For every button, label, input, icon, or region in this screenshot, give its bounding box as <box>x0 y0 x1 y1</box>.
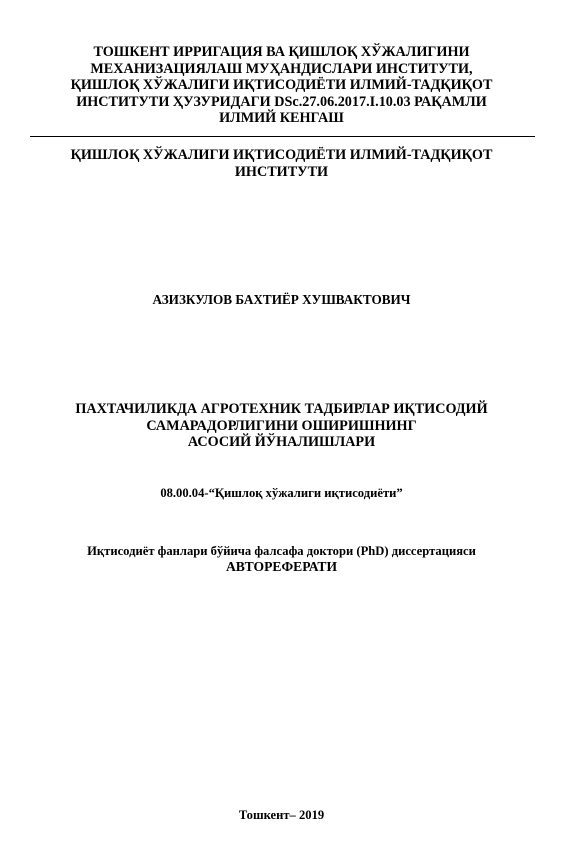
degree-statement <box>30 544 533 574</box>
author-name <box>30 292 533 308</box>
council-header-line: МЕХАНИЗАЦИЯЛАШ МУҲАНДИСЛАРИ ИНСТИТУТИ, <box>90 60 473 77</box>
specialty-code <box>30 485 533 501</box>
specialty-code-text: 08.00.04-“Қишлоқ хўжалиги иқтисодиёти” <box>160 486 403 500</box>
council-header-line: ИЛМИЙ КЕНГАШ <box>219 110 344 126</box>
degree-statement-line: Иқтисодиёт фанлари бўйича фалсафа доктори (PhD) диссертацияси <box>87 544 476 558</box>
institute-name-line: ҚИШЛОҚ ХЎЖАЛИГИ ИҚТИСОДИЁТИ ИЛМИЙ-ТАДҚИҚОТ <box>70 147 493 163</box>
dissertation-title-line: САМАРАДОРЛИГИНИ ОШИРИШНИНГ <box>146 417 417 434</box>
header-divider <box>30 136 535 137</box>
city-year <box>30 807 533 823</box>
council-header-line: ТОШКЕНТ ИРРИГАЦИЯ ВА ҚИШЛОҚ ХЎЖАЛИГИНИ <box>93 44 470 60</box>
institute-name-line: ИНСТИТУТИ <box>234 163 329 180</box>
dissertation-title-line: ПАХТАЧИЛИКДА АГРОТЕХНИК ТАДБИРЛАР ИҚТИСОДИЙ <box>75 401 488 417</box>
council-header <box>30 44 533 127</box>
dissertation-title <box>30 401 533 451</box>
author-name-text: АЗИЗКУЛОВ БАХТИЁР ХУШВАКТОВИЧ <box>152 292 411 307</box>
institute-name <box>30 147 533 180</box>
abstract-label: АВТОРЕФЕРАТИ <box>225 559 338 574</box>
city-year-text: Тошкент– 2019 <box>238 808 325 822</box>
council-header-line: ҚИШЛОҚ ХЎЖАЛИГИ ИҚТИСОДИЁТИ ИЛМИЙ-ТАДҚИҚОТ <box>70 77 493 93</box>
council-header-line: ИНСТИТУТИ ҲУЗУРИДАГИ DSc.27.06.2017.I.10.03 РАҚАМЛИ <box>76 93 487 110</box>
dissertation-title-line: АСОСИЙ ЙЎНАЛИШЛАРИ <box>187 434 376 450</box>
